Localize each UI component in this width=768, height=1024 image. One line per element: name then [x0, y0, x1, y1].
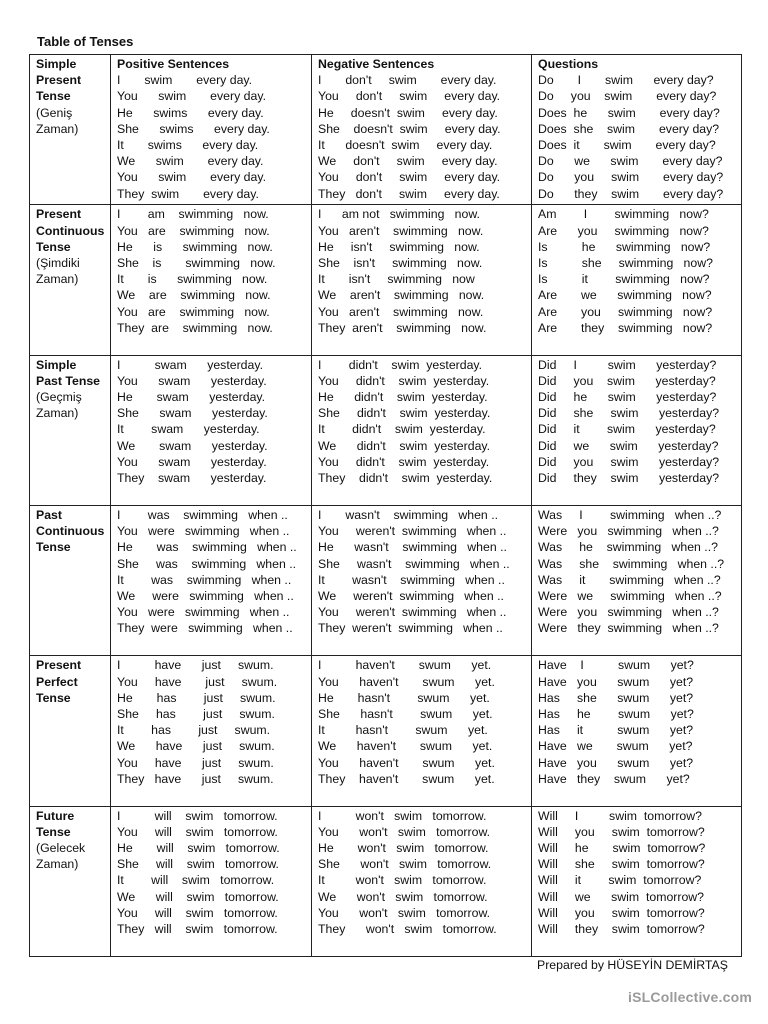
tenses-table: [29, 54, 742, 957]
negative-sentences-cell: [312, 355, 532, 505]
sentence: We haven't swum yet.: [318, 739, 493, 754]
sentence: They swam yesterday.: [117, 471, 267, 486]
sentence: We don't swim every day.: [318, 154, 498, 169]
sentence: We swam yesterday.: [117, 438, 268, 453]
positive-sentences-cell: [111, 806, 312, 956]
sentence: Was I swimming when ..?: [538, 507, 722, 522]
prepared-by: Prepared by HÜSEYİN DEMİRTAŞ: [537, 958, 728, 972]
sentence: They swim every day.: [117, 186, 259, 201]
sentence: You don't swim every day.: [318, 89, 501, 104]
sentence: Were you swimming when ..?: [538, 605, 719, 620]
sentence: Do I swim every day?: [538, 73, 714, 88]
sentence: It was swimming when ..: [117, 572, 292, 587]
tense-name: Present: [36, 207, 82, 222]
column-header-negative: Negative Sentences: [318, 57, 435, 71]
sentence: Is he swimming now?: [538, 239, 711, 254]
sentence: She swam yesterday.: [117, 406, 268, 421]
tense-turkish-name: (Geniş: [36, 105, 73, 120]
tense-name-cell: [30, 355, 111, 505]
positive-sentences-cell: [111, 656, 312, 806]
sentence: I wasn't swimming when ..: [318, 507, 499, 522]
questions-cell: [532, 505, 742, 655]
tense-name-cell: [30, 55, 111, 205]
tense-name: Tense: [36, 824, 71, 839]
sentence: Did we swim yesterday?: [538, 438, 719, 453]
sentence: We swim every day.: [117, 154, 264, 169]
sentence: I will swim tomorrow.: [117, 808, 278, 823]
sentence: She hasn't swum yet.: [318, 706, 493, 721]
sentence: He hasn't swum yet.: [318, 690, 490, 705]
sentence: Has she swum yet?: [538, 690, 694, 705]
sentence: Will we swim tomorrow?: [538, 889, 705, 904]
questions-cell: [532, 205, 742, 355]
sentence: You will swim tomorrow.: [117, 824, 278, 839]
tense-name: Past Tense: [36, 373, 101, 388]
negative-sentences-cell: [312, 656, 532, 806]
sentence: Do you swim every day?: [538, 89, 717, 104]
sentence: Was he swimming when ..?: [538, 540, 718, 555]
sentence: He wasn't swimming when ..: [318, 540, 507, 555]
sentence: Will it swim tomorrow?: [538, 873, 702, 888]
sentence: They haven't swum yet.: [318, 771, 495, 786]
sentence: Are we swimming now?: [538, 288, 712, 303]
tense-row: [30, 806, 742, 956]
sentence: It swam yesterday.: [117, 422, 260, 437]
sentence: They don't swim every day.: [318, 186, 500, 201]
sentence: It has just swum.: [117, 723, 271, 738]
sentence: He didn't swim yesterday.: [318, 390, 488, 405]
sentence: We are swimming now.: [117, 288, 271, 303]
tense-name: Future: [36, 808, 75, 823]
sentence: It hasn't swum yet.: [318, 723, 488, 738]
sentence: He will swim tomorrow.: [117, 841, 280, 856]
negative-sentences-cell: [312, 205, 532, 355]
sentence: He won't swim tomorrow.: [318, 841, 489, 856]
sentence: Is it swimming now?: [538, 272, 710, 287]
sentence: Did he swim yesterday?: [538, 390, 717, 405]
tense-turkish-name: Zaman): [36, 272, 79, 287]
questions-cell: [532, 656, 742, 806]
sentence: It will swim tomorrow.: [117, 873, 275, 888]
questions-cell: [532, 55, 742, 205]
sentence: I am swimming now.: [117, 207, 269, 222]
sentence: I am not swimming now.: [318, 207, 480, 222]
sentence: Have they swum yet?: [538, 771, 690, 786]
sentence: It doesn't swim every day.: [318, 138, 493, 153]
sentence: You haven't swum yet.: [318, 755, 495, 770]
sentence: Have we swum yet?: [538, 739, 693, 754]
tense-name: Simple: [36, 357, 77, 372]
tense-turkish-name: (Şimdiki: [36, 255, 80, 270]
sentence: You aren't swimming now.: [318, 304, 484, 319]
tense-name: Continuous: [36, 524, 105, 539]
sentence: I didn't swim yesterday.: [318, 357, 483, 372]
sentence: We were swimming when ..: [117, 589, 294, 603]
sentence: You weren't swimming when ..: [318, 524, 507, 539]
tense-name-cell: [30, 806, 111, 956]
sentence: You have just swum.: [117, 674, 278, 689]
sentence: Does he swim every day?: [538, 105, 720, 120]
sentence: They didn't swim yesterday.: [318, 471, 493, 486]
sentence: They aren't swimming now.: [318, 320, 487, 335]
sentence: You have just swum.: [117, 755, 274, 770]
sentence: Will I swim tomorrow?: [538, 808, 702, 823]
tense-name: Present: [36, 73, 82, 88]
questions-cell: [532, 806, 742, 956]
sentence: Did I swim yesterday?: [538, 357, 717, 372]
sentence: He doesn't swim every day.: [318, 105, 498, 120]
sentence: He swims every day.: [117, 105, 264, 120]
sentence: Were you swimming when ..?: [538, 524, 719, 539]
sentence: I was swimming when ..: [117, 507, 288, 522]
sentence: She will swim tomorrow.: [117, 857, 279, 872]
sentence: Will you swim tomorrow?: [538, 905, 705, 920]
sentence: They were swimming when ..: [117, 621, 293, 636]
sentence: He was swimming when ..: [117, 540, 297, 555]
tense-name: Tense: [36, 540, 71, 555]
sentence: Will they swim tomorrow?: [538, 922, 705, 937]
sentence: She is swimming now.: [117, 255, 276, 270]
tense-row: [30, 55, 742, 205]
sentence: She doesn't swim every day.: [318, 121, 501, 136]
sentence: You didn't swim yesterday.: [318, 454, 490, 469]
sentence: He has just swum.: [117, 690, 276, 705]
sentence: We have just swum.: [117, 739, 275, 754]
sentence: She didn't swim yesterday.: [318, 406, 491, 421]
sentence: You haven't swum yet.: [318, 674, 495, 689]
sentence: Did it swim yesterday?: [538, 422, 716, 437]
sentence: We aren't swimming now.: [318, 288, 485, 303]
sentence: We weren't swimming when ..: [318, 589, 504, 603]
sentence: I swim every day.: [117, 73, 253, 88]
sentence: She wasn't swimming when ..: [318, 556, 510, 571]
sentence: They have just swum.: [117, 771, 274, 786]
tense-turkish-name: Zaman): [36, 406, 79, 421]
sentence: You didn't swim yesterday.: [318, 373, 490, 388]
tense-row: [30, 205, 742, 355]
sentence: Did you swim yesterday?: [538, 454, 720, 469]
sentence: We will swim tomorrow.: [117, 889, 279, 904]
sentence: Is she swimming now?: [538, 255, 713, 270]
sentence: They will swim tomorrow.: [117, 922, 278, 937]
sentence: Are they swimming now?: [538, 320, 713, 335]
tense-row: [30, 505, 742, 655]
sentence: Did they swim yesterday?: [538, 471, 720, 486]
positive-sentences-cell: [111, 355, 312, 505]
negative-sentences-cell: [312, 806, 532, 956]
sentence: You swim every day.: [117, 170, 266, 185]
sentence: They are swimming now.: [117, 320, 273, 335]
tense-row: [30, 355, 742, 505]
tense-name-cell: [30, 656, 111, 806]
sentence: It didn't swim yesterday.: [318, 422, 486, 437]
sentence: They won't swim tomorrow.: [318, 922, 497, 937]
positive-sentences-cell: [111, 205, 312, 355]
tense-name: Tense: [36, 89, 71, 104]
positive-sentences-cell: [111, 505, 312, 655]
negative-sentences-cell: [312, 55, 532, 205]
sentence: You swam yesterday.: [117, 454, 267, 469]
sentence: We won't swim tomorrow.: [318, 889, 488, 904]
sentence: I have just swum.: [117, 658, 274, 673]
negative-sentences-cell: [312, 505, 532, 655]
sentence: She won't swim tomorrow.: [318, 857, 492, 872]
sentence: It won't swim tomorrow.: [318, 873, 487, 888]
sentence: I haven't swum yet.: [318, 658, 492, 673]
tense-name: Perfect: [36, 674, 78, 689]
sentence: Did you swim yesterday?: [538, 373, 716, 388]
sentence: Will he swim tomorrow?: [538, 841, 706, 856]
sentence: We didn't swim yesterday.: [318, 438, 491, 453]
questions-cell: [532, 355, 742, 505]
sentence: You are swimming now.: [117, 304, 270, 319]
sentence: He is swimming now.: [117, 239, 273, 254]
sentence: Was it swimming when ..?: [538, 572, 721, 587]
sentence: Have I swum yet?: [538, 658, 694, 673]
sentence: She was swimming when ..: [117, 556, 297, 571]
sentence: You weren't swimming when ..: [318, 605, 507, 620]
sentence: You were swimming when ..: [117, 605, 290, 620]
sentence: You are swimming now.: [117, 223, 270, 238]
sentence: It isn't swimming now: [318, 272, 475, 287]
column-header-positive: Positive Sentences: [117, 57, 230, 71]
sentence: It is swimming now.: [117, 272, 268, 287]
tense-turkish-name: Zaman): [36, 121, 79, 136]
tense-turkish-name: (Gelecek: [36, 841, 86, 856]
sentence: Were they swimming when ..?: [538, 621, 719, 636]
sentence: Have you swum yet?: [538, 674, 694, 689]
tense-turkish-name: Zaman): [36, 857, 79, 872]
sentence: I swam yesterday.: [117, 357, 264, 372]
tense-row: [30, 656, 742, 806]
tense-name-cell: [30, 205, 111, 355]
sentence: Will she swim tomorrow?: [538, 857, 705, 872]
sentence: He swam yesterday.: [117, 390, 266, 405]
sentence: Has he swum yet?: [538, 706, 694, 721]
sentence: You were swimming when ..: [117, 524, 290, 539]
sentence: Was she swimming when ..?: [538, 556, 725, 571]
sentence: Are you swimming now?: [538, 304, 713, 319]
tense-name: Continuous: [36, 223, 105, 238]
sentence: You won't swim tomorrow.: [318, 824, 491, 839]
sentence: Are you swimming now?: [538, 223, 709, 238]
sentence: I don't swim every day.: [318, 73, 497, 88]
sentence: Do we swim every day?: [538, 154, 723, 169]
tense-name: Present: [36, 658, 82, 673]
tense-name: Tense: [36, 239, 71, 254]
sentence: You swim every day.: [117, 89, 266, 104]
sentence: I won't swim tomorrow.: [318, 808, 487, 823]
sentence: It wasn't swimming when ..: [318, 572, 505, 587]
sentence: Were we swimming when ..?: [538, 589, 722, 603]
sentence: She has just swum.: [117, 706, 275, 721]
sentence: You don't swim every day.: [318, 170, 501, 185]
sentence: Do you swim every day?: [538, 170, 724, 185]
column-header-questions: Questions: [538, 57, 599, 71]
page-title: Table of Tenses: [37, 34, 134, 49]
tense-name: Past: [36, 507, 62, 522]
sentence: She isn't swimming now.: [318, 255, 483, 270]
tense-name: Tense: [36, 690, 71, 705]
sentence: Has it swum yet?: [538, 723, 694, 738]
sentence: It swims every day.: [117, 138, 259, 153]
tense-name-cell: [30, 505, 111, 655]
sentence: Does it swim every day?: [538, 138, 716, 153]
sentence: He isn't swimming now.: [318, 239, 480, 254]
sentence: Does she swim every day?: [538, 121, 720, 136]
sentence: Will you swim tomorrow?: [538, 824, 705, 839]
watermark: iSLCollective.com: [628, 989, 752, 1005]
sentence: They weren't swimming when ..: [318, 621, 503, 636]
sentence: You will swim tomorrow.: [117, 905, 278, 920]
tense-name: Simple: [36, 57, 77, 71]
sentence: You aren't swimming now.: [318, 223, 484, 238]
sentence: Am I swimming now?: [538, 207, 709, 222]
sentence: She swims every day.: [117, 121, 270, 136]
sentence: You won't swim tomorrow.: [318, 905, 491, 920]
sentence: Do they swim every day?: [538, 186, 724, 201]
sentence: Did she swim yesterday?: [538, 406, 720, 421]
sentence: You swam yesterday.: [117, 373, 267, 388]
positive-sentences-cell: [111, 55, 312, 205]
tense-turkish-name: (Geçmiş: [36, 390, 82, 405]
sentence: Have you swum yet?: [538, 755, 694, 770]
